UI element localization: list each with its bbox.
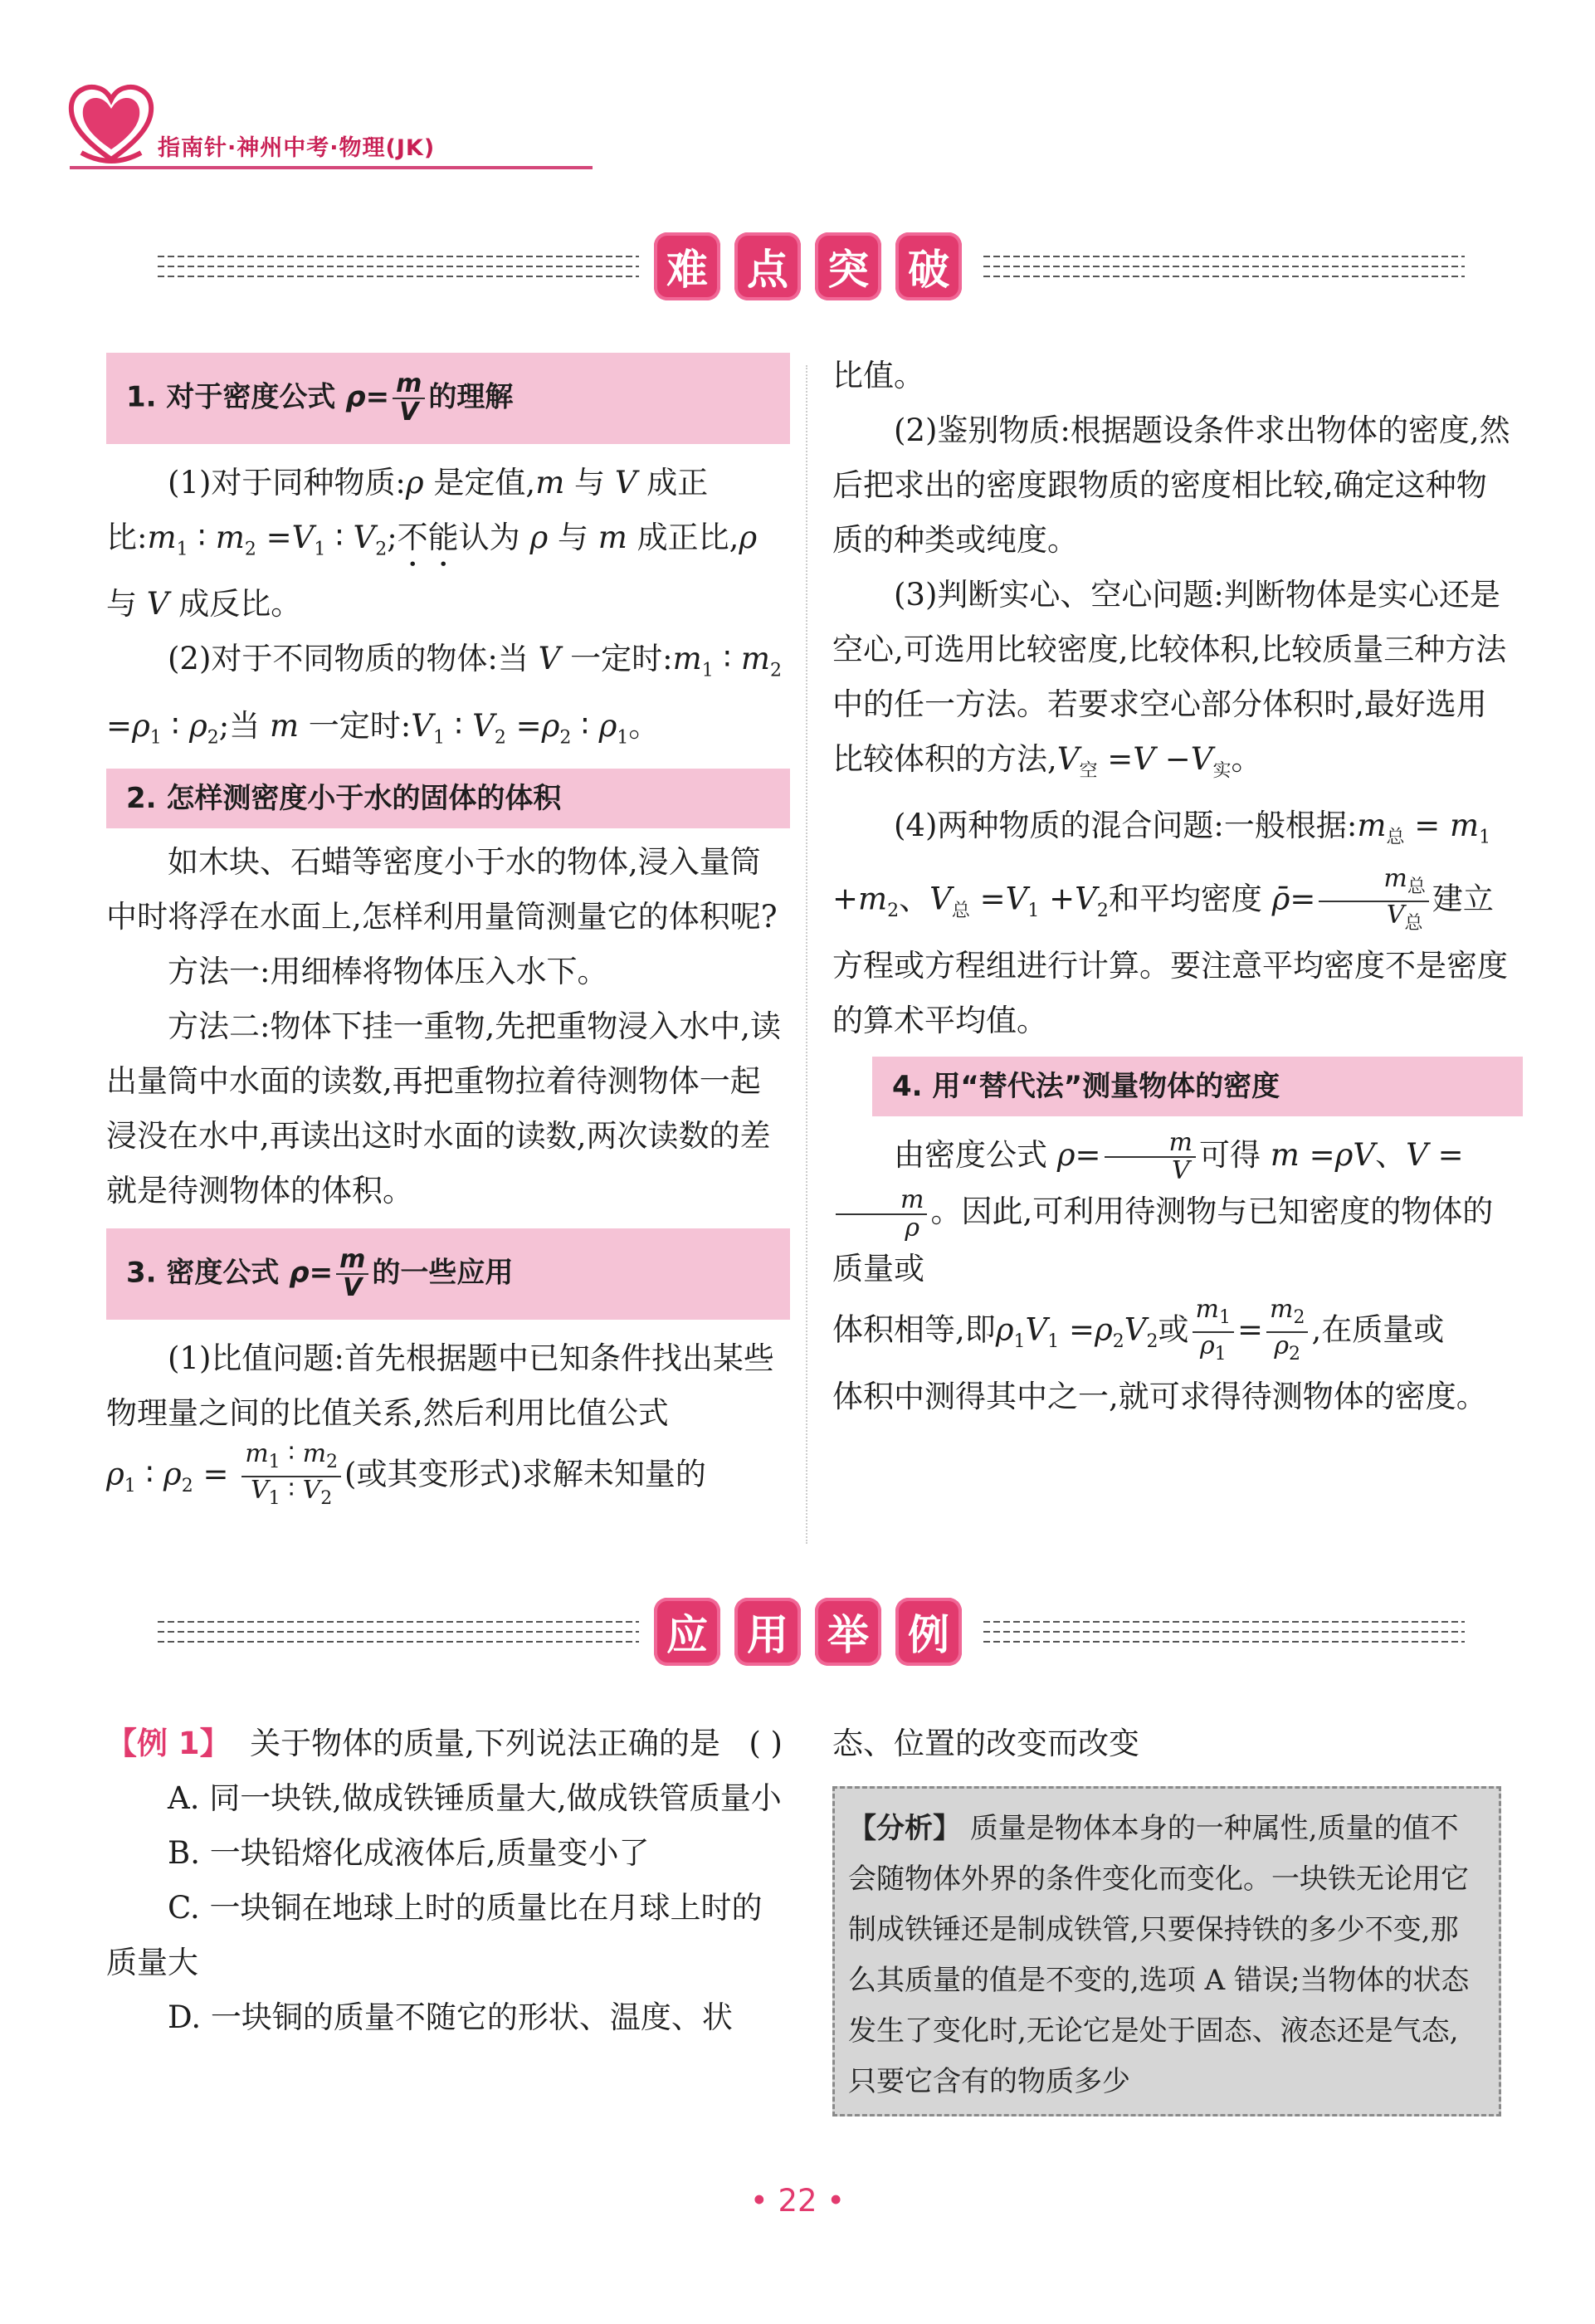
example-tag: 【例 1】 [106, 1726, 231, 1761]
banner-char: 难 [654, 232, 720, 300]
paragraph: 体积中测得其中之一,就可求得待测物体的密度。 [832, 1378, 1487, 1414]
dashed-rule-left [158, 1618, 639, 1648]
analysis-text: 质量是物体本身的一种属性,质量的值不会随物体外界的条件变化而变化。一块铁无论用它制成铁锤还是制成铁管,只要保持铁的多少不变,那么其质量的值是不变的,选项 A 错误;当物体的状态发生了变化时,无论它是处于固态、液态还是气态,只要它含有的物质多少 [848, 1812, 1470, 2098]
option-d: D. 一块铜的质量不随它的形状、温度、状 [168, 1999, 733, 2035]
paragraph: (2)对于不同物质的物体:当 V 一定时$:m_1$ ∶ $m_2 =\rho_1$ ∶ $\rho_2$;当 m 一定时$:V_1$ ∶ $V_2 =\rho_2$ ∶ $\rho_1$。 [106, 641, 782, 749]
banner-char: 破 [895, 232, 962, 300]
banner-char: 举 [815, 1598, 881, 1666]
heading-substitution-method: 4. 用“替代法”测量物体的密度 [872, 1057, 1523, 1116]
heart-logo-icon [65, 76, 158, 169]
answer-blank: ( ) [749, 1726, 783, 1761]
option-a: A. 同一块铁,做成铁锤质量大,做成铁管质量小 [168, 1780, 782, 1816]
banner-char: 例 [895, 1598, 962, 1666]
option-d-continued: 态、位置的改变而改变 [832, 1726, 1139, 1761]
dashed-rule-right [983, 1618, 1465, 1648]
banner-char: 点 [734, 232, 801, 300]
paragraph: 由密度公式 ρ= $\frac{m}{V}$ 可得 m =ρV、V = $\frac{m}{\rho}$ 。因此,可利用待测物与已知密度的物体的质量或 [832, 1128, 1494, 1286]
paragraph: (3)判断实心、空心问题:判断物体是实心还是空心,可选用比较密度,比较体积,比较质量三种方法中的任一方法。若要求空心部分体积时,最好选用比较体积的方法$,V_空 =V -V_实$。 [832, 577, 1507, 782]
series-title: 指南针·神州中考·物理(JK) [158, 135, 436, 161]
paragraph: $\rho_1$ ∶ $\rho_2$ = $\frac{m_1 ∶ m_2}{V_1 ∶ V_2}$ (或其变形式)求解未知量的 [106, 1439, 706, 1510]
paragraph: 方法一:用细棒将物体压入水下。 [168, 954, 608, 990]
left-column [106, 353, 783, 1514]
paragraph: (4)两种物质的混合问题:一般根据$:m_总 = m_1 +m_2$、$V_总 =V_1 +V_2$和平均密度 ρ̄= $\frac{m_总}{V_总}$ 建立 [832, 808, 1494, 934]
dashed-rule-right [983, 252, 1465, 282]
heading-density-formula: 1. 对于密度公式 ρ= $\frac{m}{V}$ 的理解 [106, 353, 790, 444]
paragraph: 如木块、石蜡等密度小于水的物体,浸入量筒中时将浮在水面上,怎样利用量筒测量它的体积呢? [106, 844, 778, 935]
section-banner-difficult [158, 232, 1465, 307]
banner-char: 应 [654, 1598, 720, 1666]
paragraph: (2)鉴别物质:根据题设条件求出物体的密度,然后把求出的密度跟物质的密度相比较,确定这种物质的种类或纯度。 [832, 413, 1510, 558]
paragraph: 体积相等,即$\rho_1V_1 =\rho_2V_2$或 $\frac{m_1}{\rho_1}$ = $\frac{m_2}{\rho_2}$ ,在质量或 [832, 1294, 1445, 1365]
analysis-tag: 【分析】 [848, 1812, 961, 1845]
option-c: C. 一块铜在地球上时的质量比在月球上时的质量大 [106, 1890, 763, 1980]
page-number: • 22 • [749, 2183, 846, 2219]
question-stem: 【例 1】 关于物体的质量,下列说法正确的是 ( ) [106, 1716, 783, 1771]
header-rule [70, 166, 593, 169]
paragraph: (1)对于同种物质:ρ 是定值,m 与 V 成正比$:m_1$ ∶ $m_2 =V_1$ ∶ $V_2$;不能认为 ρ 与 m 成正比,ρ 与 V 成反比。 [106, 465, 758, 622]
paragraph: 方程或方程组进行计算。要注意平均密度不是密度的算术平均值。 [832, 947, 1508, 1038]
right-column [832, 349, 1513, 1424]
banner-char: 用 [734, 1598, 801, 1666]
example-question [106, 1716, 783, 2045]
banner-char: 突 [815, 232, 881, 300]
paragraph: 比值。 [832, 358, 924, 393]
paragraph: (1)比值问题:首先根据题中已知条件找出某些物理量之间的比值关系,然后利用比值公式 [106, 1340, 774, 1432]
heading-density-applications: 3. 密度公式 ρ= $\frac{m}{V}$ 的一些应用 [106, 1228, 790, 1320]
analysis-box [832, 1786, 1501, 2116]
section-banner-examples [158, 1598, 1465, 1672]
column-divider [806, 365, 807, 1544]
option-b: B. 一块铅熔化成液体后,质量变小了 [168, 1835, 650, 1871]
heading-low-density-volume: 2. 怎样测密度小于水的固体的体积 [106, 769, 790, 828]
paragraph: 方法二:物体下挂一重物,先把重物浸入水中,读出量筒中水面的读数,再把重物拉着待测物体一起浸没在水中,再读出这时水面的读数,两次读数的差就是待测物体的体积。 [106, 1008, 781, 1209]
dashed-rule-left [158, 252, 639, 282]
example-continuation [832, 1716, 1513, 1771]
